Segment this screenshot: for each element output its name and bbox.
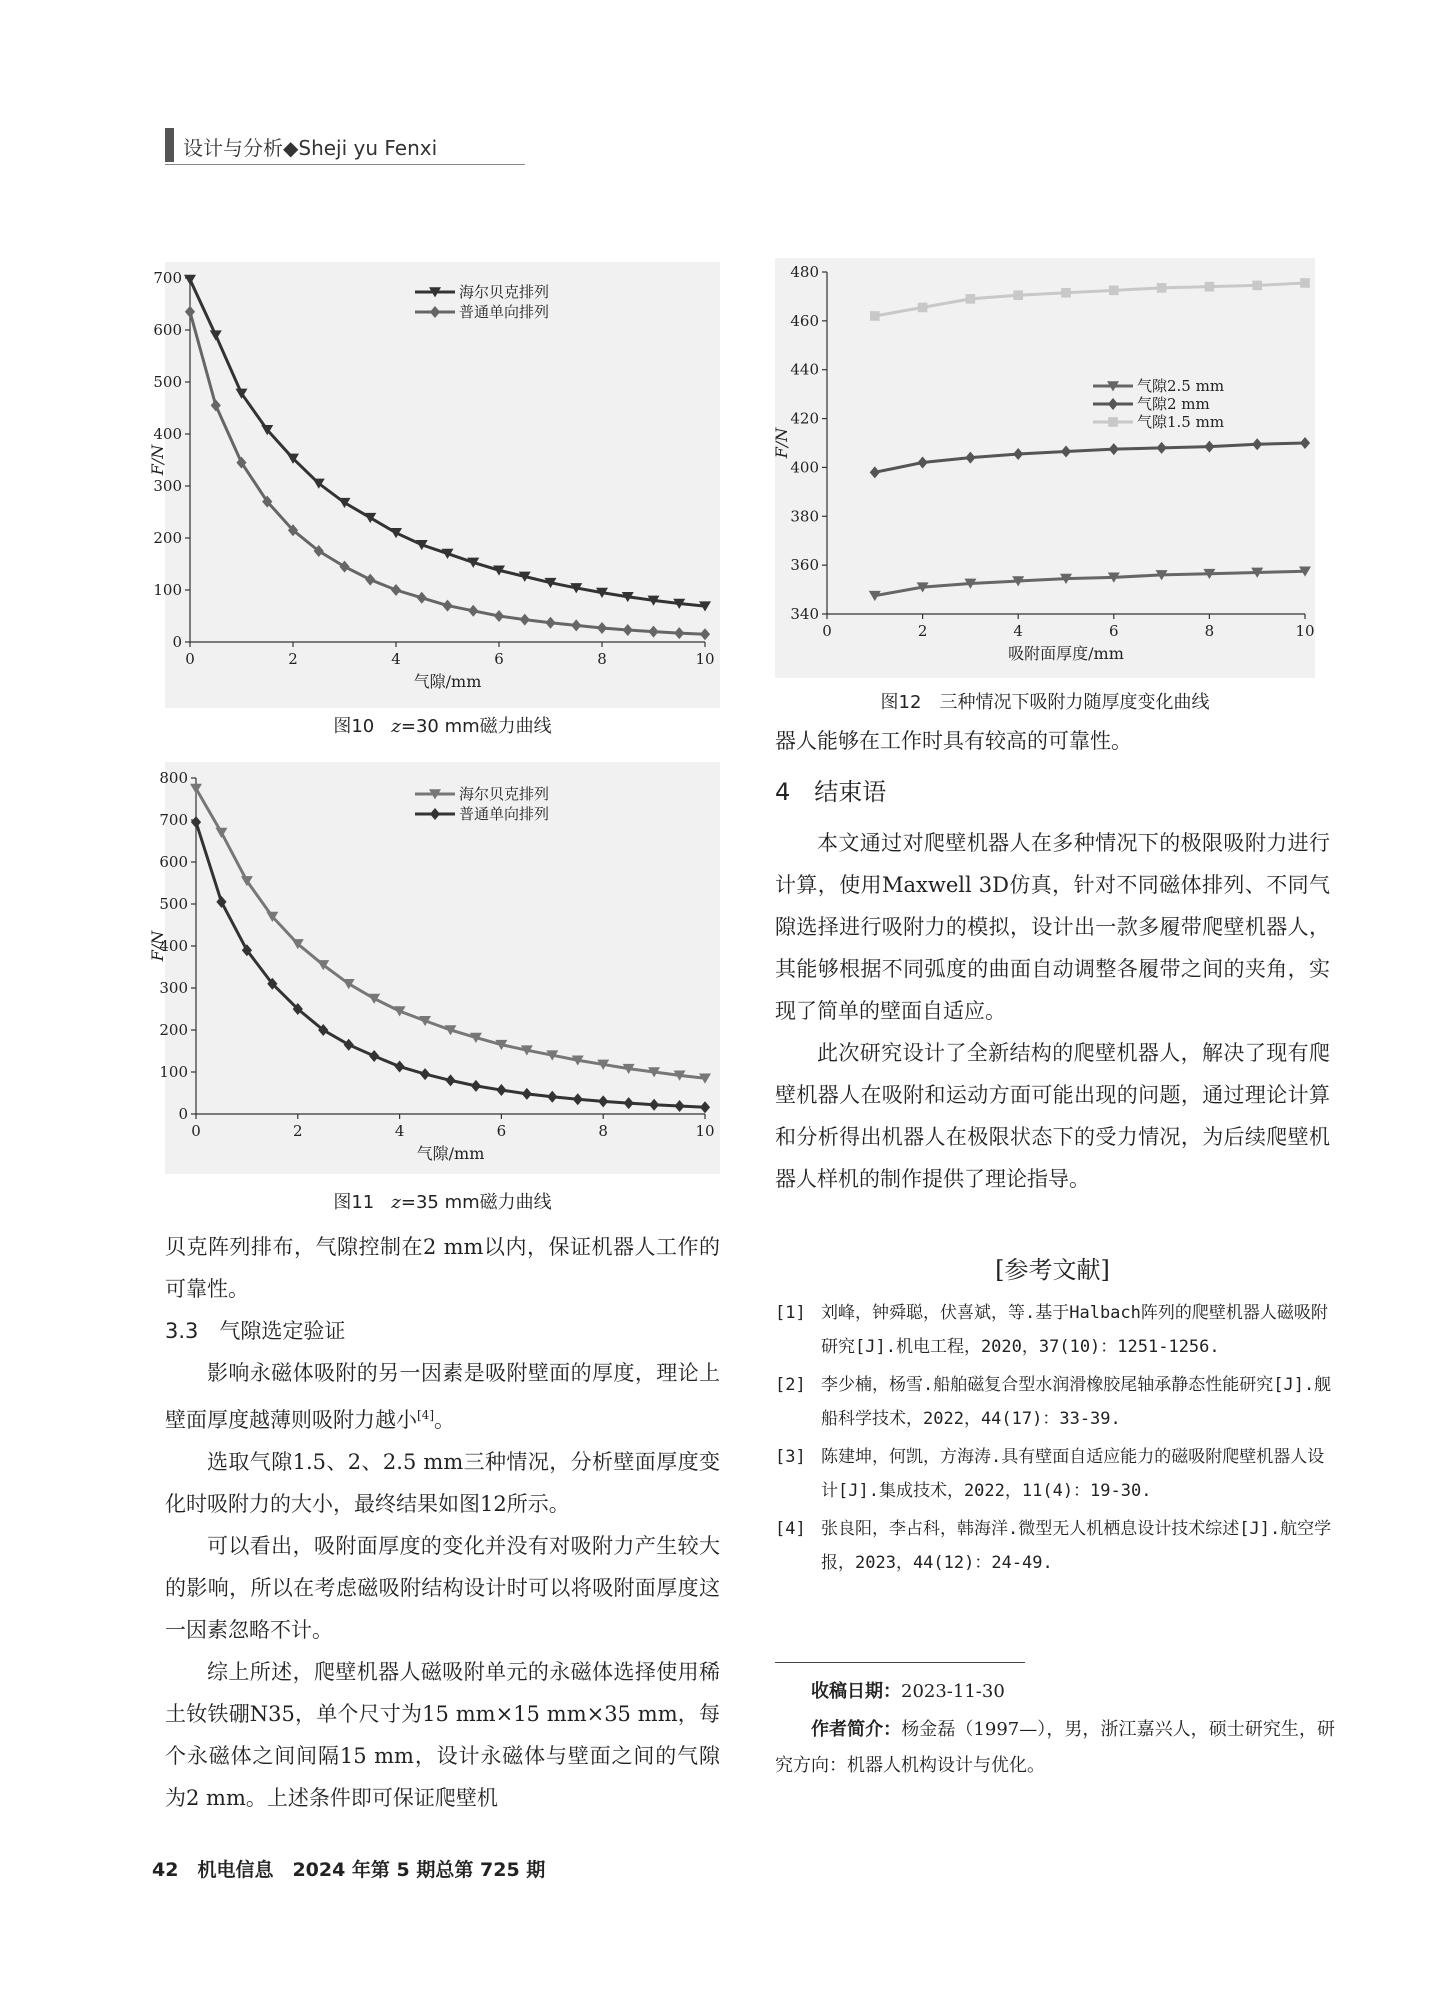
x-tick-label: 4 [391, 650, 401, 668]
x-tick-label: 0 [185, 650, 195, 668]
paragraph-thickness-effect: 可以看出，吸附面厚度的变化并没有对吸附力产生较大的影响，所以在考虑磁吸附结构设计时可以将吸附面厚度这一因素忽略不计。 [165, 1534, 720, 1642]
reference-text: 刘峰，钟舜聪，伏喜斌，等.基于Halbach阵列的爬壁机器人磁吸附研究[J].机电工程，2020，37(10)：1251-1256. [821, 1303, 1328, 1357]
chart-background [775, 258, 1315, 678]
left-continuation-paragraph: 贝克阵列排布，气隙控制在2 mm以内，保证机器人工作的可靠性。 [165, 1235, 720, 1301]
legend-label: 海尔贝克排列 [459, 283, 550, 301]
running-header [165, 126, 525, 164]
page-footer: 42 机电信息 2024 年第 5 期总第 725 期 [152, 1859, 546, 1881]
y-axis-label: F/N [772, 427, 791, 459]
figure-11-label: 图11 [333, 1192, 375, 1213]
x-tick-label: 8 [597, 650, 607, 668]
x-tick-label: 10 [1295, 622, 1315, 640]
y-tick-label: 400 [159, 937, 188, 955]
data-point [918, 303, 928, 313]
x-axis-label: 气隙/mm [416, 1144, 485, 1163]
y-tick-label: 300 [153, 477, 182, 495]
y-tick-label: 100 [153, 581, 182, 599]
y-tick-label: 600 [153, 321, 182, 339]
figure-10-label: 图10 [333, 716, 375, 737]
x-tick-label: 6 [1109, 622, 1119, 640]
data-point [870, 311, 880, 321]
y-tick-label: 400 [790, 458, 819, 477]
y-tick-label: 600 [159, 853, 188, 871]
y-tick-label: 800 [159, 769, 188, 787]
right-continuation-paragraph: 器人能够在工作时具有较高的可靠性。 [775, 729, 1132, 753]
data-point [1252, 281, 1262, 291]
reference-number: [2] [775, 1375, 806, 1395]
x-tick-label: 2 [288, 650, 298, 668]
x-tick-label: 6 [496, 1122, 507, 1140]
chart-background [165, 262, 720, 708]
legend-label: 气隙2 mm [1137, 395, 1210, 413]
y-tick-label: 200 [159, 1021, 188, 1039]
conclusion-text [775, 822, 1330, 1200]
figure-12-caption: 图12 三种情况下吸附力随厚度变化曲线 [880, 692, 1210, 713]
legend-label: 普通单向排列 [459, 805, 550, 823]
left-column-text [165, 1226, 720, 1819]
conclusion-paragraph-2: 此次研究设计了全新结构的爬壁机器人，解决了现有爬壁机器人在吸附和运动方面可能出现的问题，通过理论计算和分析得出机器人在极限状态下的受力情况，为后续爬壁机器人样机的制作提供了理论指导。 [775, 1041, 1330, 1191]
references-heading: [参考文献] [995, 1256, 1110, 1284]
reference-number: [3] [775, 1447, 806, 1467]
section-3-3-heading: 3.3 气隙选定验证 [165, 1319, 346, 1343]
x-tick-label: 2 [293, 1122, 303, 1140]
paragraph-wall-thickness [165, 1352, 720, 1441]
reference-list [775, 1296, 1335, 1584]
author-bio-label: 作者简介： [811, 1719, 902, 1740]
y-tick-label: 480 [790, 263, 819, 281]
y-tick-label: 0 [172, 633, 182, 651]
data-point [1109, 286, 1119, 296]
paragraph-summary: 综上所述，爬壁机器人磁吸附单元的永磁体选择使用稀土钕铁硼N35，单个尺寸为15 mm×15 mm×35 mm，每个永磁体之间间隔15 mm，设计永磁体与壁面之间的气隙为2 mm。上述条件即可保证爬壁机 [165, 1660, 720, 1810]
x-tick-label: 6 [494, 650, 504, 668]
y-tick-label: 700 [153, 269, 182, 287]
paragraph-wall-thickness-end: 。 [434, 1408, 455, 1432]
figure-10-caption-text: =30 mm磁力曲线 [400, 716, 552, 737]
received-date-label: 收稿日期： [811, 1681, 901, 1702]
header-text: 设计与分析◆Sheji yu Fenxi [183, 136, 438, 160]
data-point [1013, 290, 1023, 300]
data-point [1061, 288, 1071, 298]
reference-text: 张良阳，李占科，韩海洋.微型无人机栖息设计技术综述[J].航空学报，2023，44(12)：24-49. [821, 1519, 1332, 1573]
y-axis-label: F/N [148, 444, 167, 476]
author-bio-value: 杨金磊（1997—），男，浙江嘉兴人，硕士研究生，研究方向：机器人机构设计与优化。 [775, 1719, 1335, 1776]
legend-label: 气隙2.5 mm [1137, 377, 1225, 395]
citation-4[interactable]: [4] [417, 1408, 434, 1422]
chart-background [165, 762, 720, 1174]
x-axis-label: 吸附面厚度/mm [1008, 644, 1124, 663]
x-axis-label: 气隙/mm [413, 672, 482, 691]
figure-10-chart [148, 262, 720, 708]
x-tick-label: 10 [695, 1122, 715, 1140]
y-tick-label: 460 [790, 311, 819, 330]
footnote-rule [775, 1662, 1025, 1663]
y-tick-label: 700 [159, 811, 188, 829]
x-tick-label: 0 [822, 622, 832, 640]
reference-item [775, 1440, 1335, 1508]
received-date [775, 1674, 1335, 1710]
y-tick-label: 380 [790, 507, 819, 526]
paragraph-wall-thickness-text: 影响永磁体吸附的另一因素是吸附壁面的厚度，理论上壁面厚度越薄则吸附力越小 [165, 1361, 720, 1432]
data-point [1157, 283, 1167, 293]
reference-item [775, 1296, 1335, 1364]
data-point [966, 294, 976, 304]
y-tick-label: 500 [159, 895, 188, 913]
figure-11-chart [148, 762, 720, 1174]
y-tick-label: 0 [178, 1105, 188, 1123]
y-tick-label: 300 [159, 979, 188, 997]
figure-11-z: z [391, 1192, 401, 1213]
figure-11-caption-text: =35 mm磁力曲线 [400, 1192, 552, 1213]
reference-item [775, 1368, 1335, 1436]
paragraph-air-gap-selection: 选取气隙1.5、2、2.5 mm三种情况，分析壁面厚度变化时吸附力的大小，最终结果如图12所示。 [165, 1450, 720, 1516]
figure-10-caption [165, 712, 720, 738]
y-axis-label: F/N [148, 930, 167, 962]
section-4-heading: 4 结束语 [775, 778, 887, 806]
y-tick-label: 420 [790, 409, 819, 428]
y-tick-label: 100 [159, 1063, 188, 1081]
y-tick-label: 360 [790, 556, 819, 575]
y-tick-label: 440 [790, 360, 819, 379]
author-bio [775, 1712, 1335, 1784]
legend-label: 海尔贝克排列 [459, 785, 550, 803]
legend-label: 气隙1.5 mm [1137, 413, 1225, 431]
data-point [1300, 278, 1310, 288]
reference-item [775, 1512, 1335, 1580]
y-tick-label: 340 [790, 605, 819, 623]
figure-11-caption [165, 1188, 720, 1214]
x-tick-label: 8 [1204, 622, 1215, 640]
conclusion-paragraph-1: 本文通过对爬壁机器人在多种情况下的极限吸附力进行计算，使用Maxwell 3D仿真，针对不同磁体排列、不同气隙选择进行吸附力的模拟，设计出一款多履带爬壁机器人，其能够根据不同弧度的曲面自动调整各履带之间的夹角，实现了简单的壁面自适应。 [775, 831, 1330, 1023]
header-bar [165, 128, 174, 162]
x-tick-label: 2 [917, 622, 928, 640]
y-tick-label: 200 [153, 529, 182, 547]
x-tick-label: 10 [695, 650, 715, 668]
data-point [1205, 282, 1215, 292]
figure-10-z: z [391, 716, 401, 737]
x-tick-label: 0 [191, 1122, 201, 1140]
reference-text: 陈建坤，何凯，方海涛.具有壁面自适应能力的磁吸附爬壁机器人设计[J].集成技术，2022，11(4)：19-30. [821, 1447, 1325, 1501]
x-tick-label: 8 [598, 1122, 608, 1140]
header-rule [165, 164, 525, 165]
reference-number: [4] [775, 1519, 806, 1539]
legend-label: 普通单向排列 [459, 303, 550, 321]
x-tick-label: 4 [1013, 622, 1023, 640]
x-tick-label: 4 [394, 1122, 405, 1140]
reference-number: [1] [775, 1303, 806, 1323]
received-date-value: 2023-11-30 [901, 1681, 1005, 1702]
y-tick-label: 500 [153, 373, 182, 391]
legend-marker [1108, 417, 1118, 427]
y-tick-label: 400 [153, 425, 182, 443]
figure-12-chart [772, 258, 1315, 678]
reference-text: 李少楠，杨雪.船舶磁复合型水润滑橡胶尾轴承静态性能研究[J].舰船科学技术，2022，44(17)：33-39. [821, 1375, 1332, 1429]
